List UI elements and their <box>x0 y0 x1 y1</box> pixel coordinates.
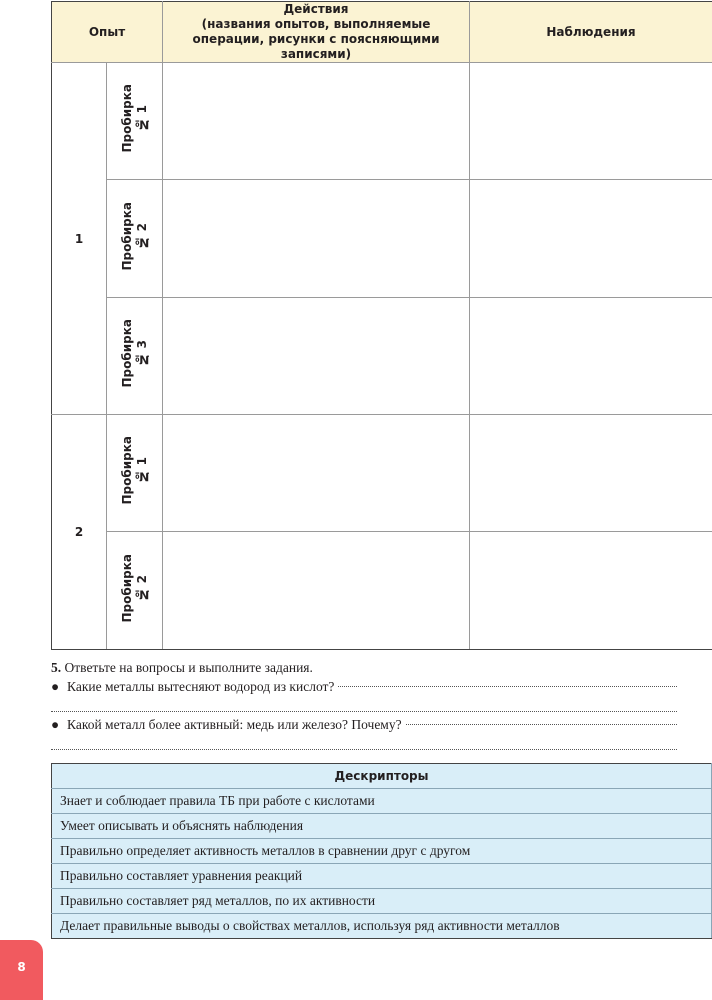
observations-cell[interactable] <box>470 298 712 415</box>
task-heading <box>51 658 677 677</box>
descriptor-item: Правильно составляет уравнения реакций <box>52 864 712 889</box>
tube-label: Пробирка № 1 <box>119 436 149 505</box>
tube-label-cell <box>107 298 163 415</box>
actions-cell[interactable] <box>163 63 470 180</box>
descriptor-item: Умеет описывать и объяснять наблюдения <box>52 814 712 839</box>
tube-label-cell <box>107 63 163 180</box>
tube-label: Пробирка № 2 <box>119 201 149 271</box>
tube-label: Пробирка № 1 <box>119 84 149 153</box>
actions-cell[interactable] <box>163 298 470 415</box>
observations-cell[interactable] <box>470 180 712 298</box>
table-row <box>52 180 712 298</box>
task-text: Ответьте на вопросы и выполните задания. <box>64 660 313 675</box>
header-actions <box>163 2 470 63</box>
table-row <box>52 789 712 814</box>
experiment-number: 2 <box>52 415 107 650</box>
descriptor-item: Правильно составляет ряд металлов, по их активности <box>52 889 712 914</box>
observations-cell[interactable] <box>470 415 712 532</box>
observations-cell[interactable] <box>470 532 712 650</box>
question-text: Какие металлы вытесняют водород из кислот? <box>67 679 335 694</box>
table-header-row <box>52 2 712 63</box>
descriptors-header: Дескрипторы <box>52 764 712 789</box>
answer-line[interactable] <box>51 734 677 753</box>
tube-label-cell <box>107 415 163 532</box>
header-experiment: Опыт <box>52 2 163 63</box>
table-row <box>52 889 712 914</box>
table-row <box>52 63 712 180</box>
answer-line[interactable] <box>338 686 677 687</box>
header-observations: Наблюдения <box>470 2 712 63</box>
tube-label: Пробирка № 3 <box>119 319 149 388</box>
experiment-table <box>51 1 712 650</box>
table-row <box>52 298 712 415</box>
question-line <box>51 715 677 734</box>
table-row <box>52 415 712 532</box>
observations-cell[interactable] <box>470 63 712 180</box>
table-row <box>52 814 712 839</box>
header-actions-subtitle: (названия опытов, выполняемые операции, рисунки с поясняющими записями) <box>192 17 440 61</box>
task-section <box>51 658 677 753</box>
page-number: 8 <box>17 960 26 974</box>
descriptor-item: Делает правильные выводы о свойствах металлов, используя ряд активности металлов <box>52 914 712 939</box>
actions-cell[interactable] <box>163 415 470 532</box>
question-text: Какой металл более активный: медь или железо? Почему? <box>67 717 402 732</box>
bullet-icon: ● <box>51 717 60 732</box>
question-line <box>51 677 677 696</box>
tube-label-cell <box>107 180 163 298</box>
answer-line[interactable] <box>51 696 677 715</box>
actions-cell[interactable] <box>163 180 470 298</box>
descriptor-item: Правильно определяет активность металлов в сравнении друг с другом <box>52 839 712 864</box>
tube-label-cell <box>107 532 163 650</box>
descriptor-item: Знает и соблюдает правила ТБ при работе с кислотами <box>52 789 712 814</box>
header-actions-title: Действия <box>283 2 349 16</box>
table-row <box>52 839 712 864</box>
task-number: 5. <box>51 660 62 675</box>
table-row <box>52 914 712 939</box>
table-row <box>52 864 712 889</box>
tube-label: Пробирка № 2 <box>119 553 149 623</box>
descriptors-header-row <box>52 764 712 789</box>
descriptors-table <box>51 763 712 939</box>
answer-line[interactable] <box>406 724 677 725</box>
page-number-tab <box>0 940 43 1000</box>
actions-cell[interactable] <box>163 532 470 650</box>
bullet-icon: ● <box>51 679 60 694</box>
table-row <box>52 532 712 650</box>
experiment-number: 1 <box>52 63 107 415</box>
